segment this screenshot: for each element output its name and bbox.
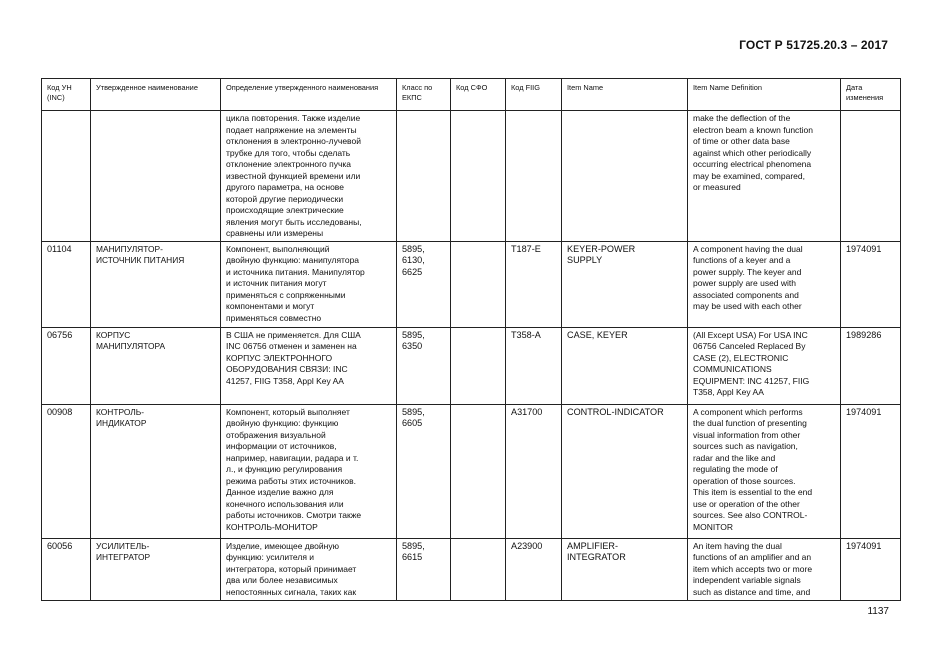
cell-text-line: may be used with each other — [693, 301, 802, 311]
cell-sfo — [451, 538, 506, 600]
cell-class — [397, 538, 451, 600]
cell-text-line: В США не применяется. Для США — [226, 329, 361, 340]
cell-def-en — [688, 538, 841, 600]
cell-text-line: двойную функцию: функцию — [226, 418, 339, 428]
cell-text-line: отображения визуальной — [226, 429, 326, 440]
cell-text-line: применяться с сопряженными — [226, 289, 346, 300]
cell-text-line: make the deflection of the — [693, 113, 791, 123]
cell-text-line: of time or other data base — [693, 136, 790, 146]
cell-text-line: T358, Appl Key AA — [693, 387, 764, 397]
cell-text-line: 5895, — [402, 329, 425, 340]
cell-text-line: 41257, FIIG T358, Appl Key AA — [226, 375, 344, 386]
col-header-fiig: Код FIIG — [506, 79, 562, 111]
cell-text-line: radar and the like and — [693, 452, 776, 463]
cell-def-ru — [221, 327, 397, 404]
cell-def-ru — [221, 241, 397, 327]
cell-item-name — [562, 538, 688, 600]
cell-text-line: or measured — [693, 182, 741, 192]
cell-text-line: двойную функцию: манипулятора — [226, 255, 360, 265]
table-header-row — [42, 79, 901, 111]
cell-text-line: item which accepts two or more — [693, 563, 813, 574]
cell-inc: 01104 — [42, 241, 91, 327]
cell-fiig: T187-E — [506, 241, 562, 327]
cell-text-line: происходящие электрические — [226, 205, 344, 215]
cell-text-line: например, навигации, радара и т. — [226, 452, 359, 463]
document-code: ГОСТ Р 51725.20.3 – 2017 — [739, 38, 888, 52]
cell-name-ru — [91, 538, 221, 600]
col-header-def-ru: Определение утвержденного наименования — [221, 79, 397, 111]
cell-def-en — [688, 327, 841, 404]
cell-item-name — [562, 404, 688, 538]
cell-text-line: явления могут быть исследованы, — [226, 216, 362, 227]
cell-text-line: два или более независимых — [226, 575, 338, 585]
cell-name-ru — [91, 241, 221, 327]
cell-text-line: regulating the mode of — [693, 464, 778, 474]
cell-fiig: T358-A — [506, 327, 562, 404]
cell-text-line: independent variable signals — [693, 575, 801, 585]
cell-text-line: и источник питания могут — [226, 278, 327, 288]
cell-text-line: подает напряжение на элементы — [226, 124, 357, 135]
cell-text-line: functions of a keyer and a — [693, 255, 791, 265]
cell-fiig: A31700 — [506, 404, 562, 538]
cell-text-line: отклонения в электронно-лучевой — [226, 136, 361, 146]
cell-text-line: EQUIPMENT: INC 41257, FIIG — [693, 375, 810, 386]
cell-def-ru — [221, 538, 397, 600]
cell-inc — [42, 111, 91, 242]
cell-text-line: 5895, — [402, 540, 425, 551]
cell-text-line: functions of an amplifier and an — [693, 552, 812, 562]
cell-text-line: electron beam a known function — [693, 124, 814, 135]
cell-text-line: INTEGRATOR — [567, 552, 626, 562]
cell-name-ru — [91, 404, 221, 538]
cell-inc: 60056 — [42, 538, 91, 600]
cell-text-line: применяться совместно — [226, 312, 322, 323]
cell-text-line: 06756 Canceled Replaced By — [693, 341, 806, 351]
cell-text-line: Компонент, выполняющий — [226, 243, 330, 254]
cell-text-line: A component having the dual — [693, 243, 803, 254]
cell-text-line: другого параметра, на основе — [226, 182, 344, 192]
cell-text-line: отклонение электронного пучка — [226, 159, 352, 169]
cell-text-line: сравнены или измерены — [226, 228, 324, 238]
cell-item-name — [562, 111, 688, 242]
cell-inc: 06756 — [42, 327, 91, 404]
col-header-item-name: Item Name — [562, 79, 688, 111]
cell-text-line: COMMUNICATIONS — [693, 364, 772, 374]
cell-text-line: интегратора, который принимает — [226, 563, 357, 574]
table-row — [42, 111, 901, 242]
cell-text-line: 5895, — [402, 406, 425, 417]
cell-text-line: may be examined, compared, — [693, 170, 805, 181]
cell-text-line: SUPPLY — [567, 255, 603, 265]
cell-def-en — [688, 111, 841, 242]
cell-text-line: 6350 — [402, 341, 423, 351]
cell-class — [397, 111, 451, 242]
cell-text-line: функцию: усилителя и — [226, 552, 315, 562]
cell-text-line: л., и функцию регулирования — [226, 464, 343, 474]
cell-text-line: УСИЛИТЕЛЬ- — [96, 540, 150, 551]
cell-text-line: трубке для того, чтобы сделать — [226, 147, 351, 158]
cell-text-line: 6625 — [402, 266, 423, 277]
cell-name-ru — [91, 327, 221, 404]
cell-text-line: CASE, KEYER — [567, 329, 628, 340]
cell-fiig — [506, 111, 562, 242]
cell-text-line: CASE (2), ELECTRONIC — [693, 352, 789, 363]
cell-text-line: the dual function of presenting — [693, 418, 807, 428]
cell-text-line: и источника питания. Манипулятор — [226, 266, 365, 277]
col-header-class: Класс по ЕКПС — [397, 79, 451, 111]
cell-text-line: КОНТРОЛЬ- — [96, 406, 145, 417]
cell-text-line: sources. See also CONTROL- — [693, 510, 808, 520]
page-number: 1137 — [867, 606, 889, 617]
col-header-def-en: Item Name Definition — [688, 79, 841, 111]
col-header-date: Дата изменения — [841, 79, 901, 111]
cell-text-line: An item having the dual — [693, 540, 782, 551]
cell-text-line: режима работы этих источников. — [226, 475, 356, 486]
cell-text-line: Компонент, который выполняет — [226, 406, 350, 417]
cell-text-line: конечного использования или — [226, 498, 344, 509]
cell-def-ru — [221, 111, 397, 242]
cell-sfo — [451, 241, 506, 327]
cell-def-ru — [221, 404, 397, 538]
classification-table — [41, 78, 901, 601]
cell-text-line: ОБОРУДОВАНИЯ СВЯЗИ: INC — [226, 364, 348, 374]
cell-item-name — [562, 327, 688, 404]
cell-text-line: ИНДИКАТОР — [96, 418, 147, 428]
cell-text-line: ИСТОЧНИК ПИТАНИЯ — [96, 255, 185, 265]
cell-text-line: Данное изделие важно для — [226, 487, 334, 497]
cell-text-line: use or operation of the other — [693, 498, 800, 509]
cell-text-line: известной функцией времени или — [226, 170, 361, 181]
cell-text-line: 6615 — [402, 552, 423, 562]
col-header-sfo: Код СФО — [451, 79, 506, 111]
cell-text-line: power supply are used with — [693, 278, 797, 288]
cell-text-line: КОРПУС — [96, 329, 131, 340]
cell-text-line: such as distance and time, and — [693, 586, 811, 597]
table-row — [42, 538, 901, 600]
cell-inc: 00908 — [42, 404, 91, 538]
cell-text-line: МАНИПУЛЯТОР- — [96, 243, 163, 254]
cell-def-en — [688, 241, 841, 327]
cell-text-line: CONTROL-INDICATOR — [567, 406, 664, 417]
cell-date — [841, 111, 901, 242]
cell-text-line: power supply. The keyer and — [693, 266, 802, 277]
cell-text-line: operation of those sources. — [693, 475, 796, 486]
cell-text-line: цикла повторения. Также изделие — [226, 113, 361, 123]
cell-sfo — [451, 404, 506, 538]
cell-text-line: 6605 — [402, 418, 423, 428]
cell-text-line: A component which performs — [693, 406, 803, 417]
cell-text-line: visual information from other — [693, 429, 801, 440]
cell-text-line: occurring electrical phenomena — [693, 159, 812, 169]
cell-text-line: This item is essential to the end — [693, 487, 813, 497]
table-row — [42, 327, 901, 404]
cell-text-line: КОНТРОЛЬ-МОНИТОР — [226, 521, 318, 532]
cell-text-line: непостоянных сигнала, таких как — [226, 586, 357, 597]
cell-date: 1974091 — [841, 241, 901, 327]
cell-text-line: KEYER-POWER — [567, 243, 636, 254]
table-row — [42, 404, 901, 538]
cell-text-line: 5895, — [402, 243, 425, 254]
cell-text-line: работы источников. Смотри также — [226, 510, 362, 520]
cell-text-line: sources such as navigation, — [693, 441, 798, 451]
cell-item-name — [562, 241, 688, 327]
cell-text-line: against which other periodically — [693, 147, 812, 158]
table-row — [42, 241, 901, 327]
cell-text-line: MONITOR — [693, 521, 733, 532]
cell-text-line: Изделие, имеющее двойную — [226, 540, 339, 551]
cell-class — [397, 327, 451, 404]
cell-fiig: A23900 — [506, 538, 562, 600]
cell-name-ru — [91, 111, 221, 242]
cell-date: 1989286 — [841, 327, 901, 404]
col-header-name-ru: Утвержденное наименование — [91, 79, 221, 111]
cell-sfo — [451, 327, 506, 404]
cell-text-line: INC 06756 отменен и заменен на — [226, 341, 357, 351]
cell-date: 1974091 — [841, 404, 901, 538]
cell-text-line: информации от источников, — [226, 441, 337, 451]
cell-sfo — [451, 111, 506, 242]
cell-date: 1974091 — [841, 538, 901, 600]
cell-text-line: ИНТЕГРАТОР — [96, 552, 151, 562]
cell-text-line: 6130, — [402, 255, 425, 265]
cell-text-line: КОРПУС ЭЛЕКТРОННОГО — [226, 352, 333, 363]
cell-text-line: (All Except USA) For USA INC — [693, 329, 808, 340]
cell-text-line: associated components and — [693, 289, 799, 300]
cell-text-line: МАНИПУЛЯТОРА — [96, 341, 166, 351]
cell-class — [397, 404, 451, 538]
cell-text-line: компонентами и могут — [226, 301, 315, 311]
cell-text-line: которой другие периодически — [226, 193, 344, 204]
cell-text-line: AMPLIFIER- — [567, 540, 619, 551]
cell-class — [397, 241, 451, 327]
cell-def-en — [688, 404, 841, 538]
col-header-inc: Код УН (INC) — [42, 79, 91, 111]
